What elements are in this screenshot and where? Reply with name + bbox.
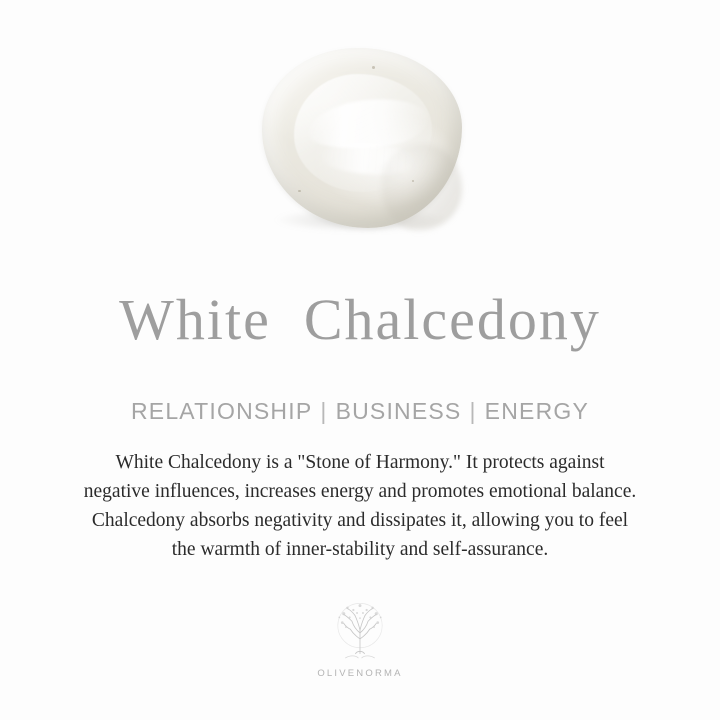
keyword-separator: |: [320, 398, 328, 424]
description-line: White Chalcedony is a "Stone of Harmony." It protects against: [115, 452, 605, 473]
brand-logo: [0, 596, 720, 679]
keyword-list: [0, 398, 720, 425]
stone-speck: [298, 190, 301, 192]
brand-name: OLIVENORMA: [317, 668, 403, 679]
keyword-relationship: RELATIONSHIP: [130, 398, 313, 424]
stone-speck: [412, 180, 414, 182]
stone-body: [262, 48, 462, 228]
tree-of-life-icon: [323, 596, 397, 664]
product-description: [0, 448, 720, 564]
stone-image-area: [0, 40, 720, 270]
keyword-separator: |: [469, 398, 477, 424]
description-line: the warmth of inner-stability and self-assurance.: [171, 539, 549, 560]
stone-speck: [372, 66, 375, 69]
description-line: Chalcedony absorbs negativity and dissipates it, allowing you to feel: [91, 510, 629, 531]
keyword-energy: ENERGY: [484, 398, 590, 424]
page-title: White Chalcedony: [119, 287, 601, 352]
white-chalcedony-stone-image: [248, 40, 473, 240]
stone-edge-shading: [382, 144, 462, 230]
keyword-business: BUSINESS: [335, 398, 462, 424]
description-line: negative influences, increases energy and promotes emotional balance.: [83, 481, 637, 502]
